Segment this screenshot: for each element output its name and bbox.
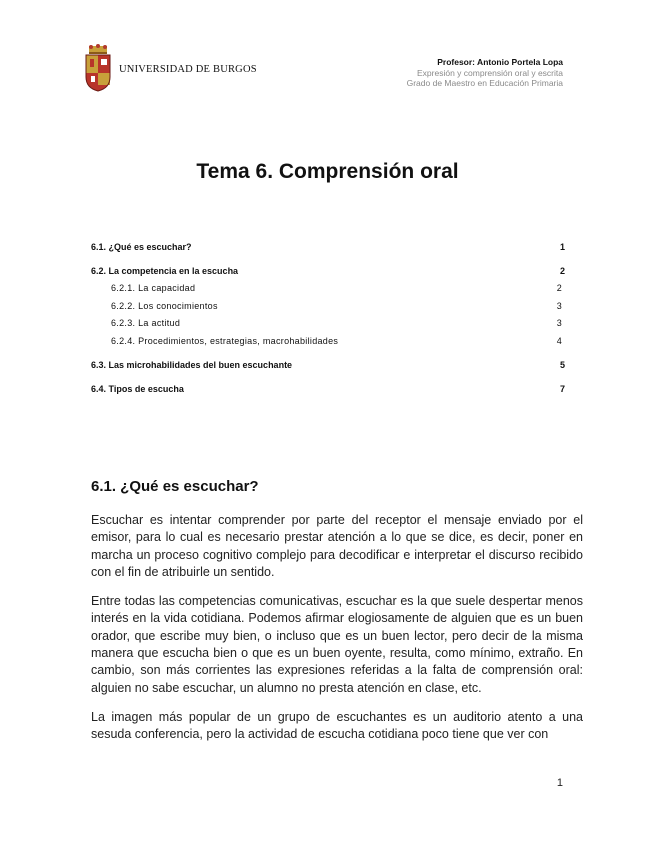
- toc-entry-label: 6.3. Las microhabilidades del buen escuchante: [91, 359, 293, 370]
- toc-entry-page: 3: [556, 318, 562, 328]
- toc-entry-page: 7: [559, 383, 565, 394]
- toc-entry-label: 6.4. Tipos de escucha: [91, 383, 184, 394]
- university-logo: [83, 44, 257, 92]
- toc-entry-page: 2: [556, 283, 562, 293]
- section-body: [91, 512, 583, 756]
- toc-entry-label: 6.2. La competencia en la escucha: [91, 266, 239, 276]
- toc-entry-label: 6.2.4. Procedimientos, estrategias, macrohabilidades: [111, 335, 339, 346]
- toc-entry-page: 4: [556, 335, 562, 346]
- toc-subentry[interactable]: [91, 318, 565, 332]
- toc-subentry[interactable]: [91, 301, 565, 315]
- paragraph: Entre todas las competencias comunicativas, escuchar es la que suele despertar menos interés en la vida cotidiana. Podemos afirmar elogiosamente de alguien que es un buen orador, que escribe muy bien, o incluso que es un buen lector, pero decir de la misma manera que escucha bien o que es un buen oyente, resulta, como mínimo, extraño. En cambio, son más corrientes las expresiones referidas a la falta de comprensión oral: alguien no sabe escuchar, un alumno no presta atención en clase, etc.: [91, 594, 583, 695]
- toc-entry[interactable]: [91, 266, 565, 280]
- section-heading: 6.1. ¿Qué es escuchar?: [91, 478, 259, 495]
- toc-entry-label: 6.2.3. La actitud: [111, 318, 181, 328]
- course-name: Expresión y comprensión oral y escrita: [417, 68, 563, 78]
- coat-of-arms-icon: [83, 44, 113, 92]
- toc-entry-label: 6.1. ¿Qué es escuchar?: [91, 242, 192, 252]
- university-name: UNIVERSIDAD DE BURGOS: [119, 63, 257, 75]
- page-title: Tema 6. Comprensión oral: [196, 160, 459, 183]
- degree-name: Grado de Maestro en Educación Primaria: [406, 78, 563, 88]
- toc-entry[interactable]: [91, 360, 565, 374]
- toc-entry-page: 2: [559, 266, 565, 276]
- toc-entry[interactable]: [91, 384, 565, 398]
- toc-entry-label: 6.2.2. Los conocimientos: [111, 300, 218, 311]
- toc-subentry[interactable]: [91, 336, 565, 350]
- toc-entry-page: 1: [559, 242, 565, 252]
- document-header: [407, 56, 563, 88]
- professor-name: Profesor: Antonio Portela Lopa: [437, 57, 563, 67]
- toc-entry-page: 3: [556, 300, 562, 311]
- toc-entry[interactable]: [91, 242, 565, 256]
- paragraph: La imagen más popular de un grupo de escuchantes es un auditorio atento a una sesuda conferencia, pero la actividad de escucha cotidiana poco tiene que ver con: [91, 709, 583, 742]
- toc-subentry[interactable]: [91, 283, 565, 297]
- paragraph: Escuchar es intentar comprender por parte del receptor el mensaje enviado por el emisor, para lo cual es necesario prestar atención a lo que se dice, es decir, poner en marcha un proceso cognitivo complejo para decodificar e interpretar el discurso recibido con el fin de atribuirle un sentido.: [91, 513, 583, 579]
- toc-entry-label: 6.2.1. La capacidad: [111, 283, 196, 293]
- toc-entry-page: 5: [559, 359, 565, 370]
- table-of-contents: [91, 242, 565, 408]
- page-number: 1: [556, 777, 563, 789]
